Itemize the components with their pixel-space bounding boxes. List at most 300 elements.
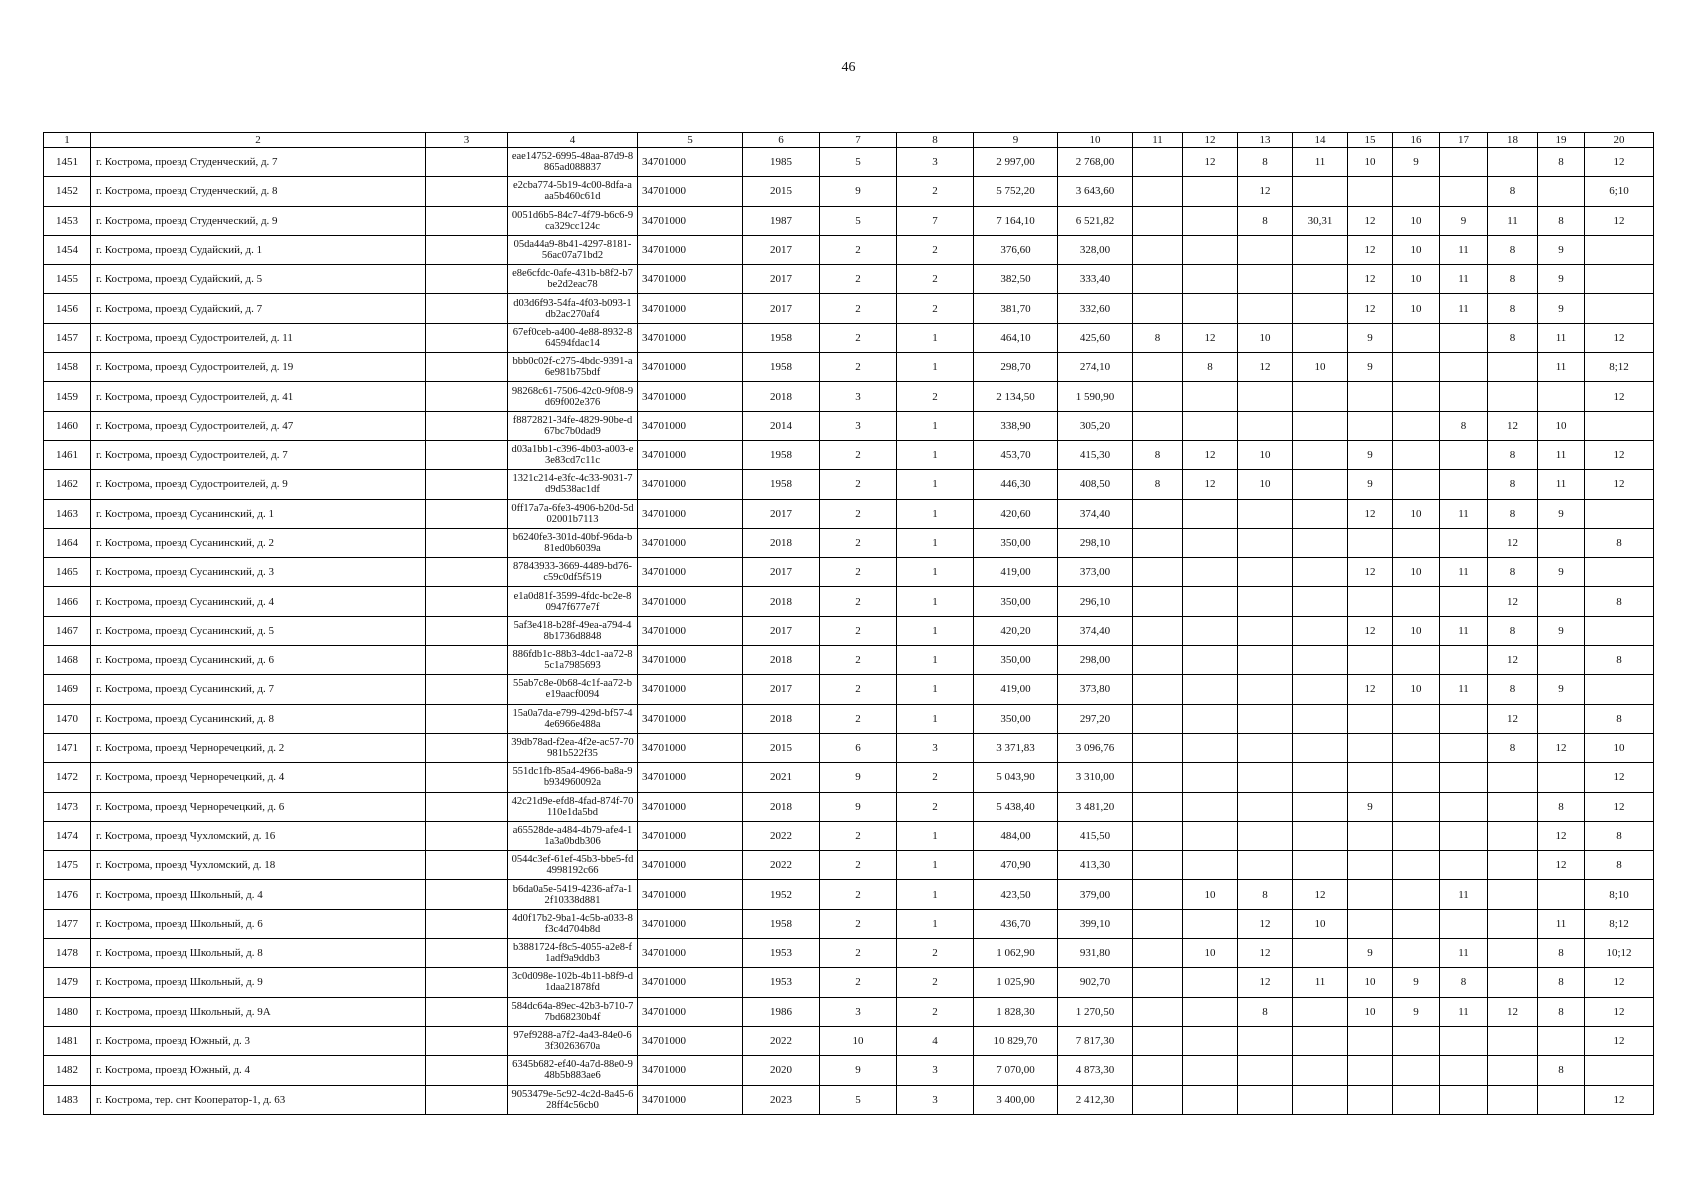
cell-row-number: 1478: [44, 939, 91, 968]
cell-col-16: [1393, 1056, 1440, 1085]
cell-col-16: 10: [1393, 675, 1440, 704]
cell-col-20: 12: [1585, 382, 1654, 411]
cell-floors: 2: [820, 528, 897, 557]
cell-col-19: 8: [1538, 997, 1585, 1026]
cell-oktmo-code: 34701000: [638, 1085, 743, 1114]
cell-col-16: 9: [1393, 968, 1440, 997]
cell-col-11: [1133, 294, 1183, 323]
cell-build-year: 1953: [743, 968, 820, 997]
cell-house-guid: 87843933-3669-4489-bd76-c59c0df5f519: [508, 558, 638, 587]
cell-col-20: 12: [1585, 1085, 1654, 1114]
cell-col-18: [1488, 880, 1538, 909]
cell-col-18: 8: [1488, 440, 1538, 469]
cell-floors: 2: [820, 499, 897, 528]
cell-living-area: 7 817,30: [1058, 1026, 1133, 1055]
cell-col-19: [1538, 763, 1585, 792]
cell-entrances: 3: [897, 1085, 974, 1114]
cell-total-area: 446,30: [974, 470, 1058, 499]
cell-oktmo-code: 34701000: [638, 1026, 743, 1055]
cell-entrances: 2: [897, 177, 974, 206]
cell-living-area: 3 096,76: [1058, 733, 1133, 762]
cell-total-area: 436,70: [974, 909, 1058, 938]
cell-build-year: 2018: [743, 382, 820, 411]
cell-col-16: [1393, 440, 1440, 469]
cell-col-16: [1393, 821, 1440, 850]
cell-floors: 10: [820, 1026, 897, 1055]
cell-col-18: 12: [1488, 528, 1538, 557]
cell-column-3: [426, 997, 508, 1026]
column-header-3: 3: [426, 133, 508, 148]
cell-col-11: [1133, 148, 1183, 177]
cell-address: г. Кострома, проезд Сусанинский, д. 6: [91, 646, 426, 675]
cell-floors: 6: [820, 733, 897, 762]
cell-col-13: 12: [1238, 939, 1293, 968]
cell-col-14: [1293, 1085, 1348, 1114]
cell-col-11: [1133, 206, 1183, 235]
cell-col-13: [1238, 851, 1293, 880]
cell-col-12: [1183, 616, 1238, 645]
cell-col-11: [1133, 997, 1183, 1026]
cell-col-17: 8: [1440, 968, 1488, 997]
cell-column-3: [426, 499, 508, 528]
cell-oktmo-code: 34701000: [638, 206, 743, 235]
cell-col-17: [1440, 382, 1488, 411]
cell-col-17: 11: [1440, 616, 1488, 645]
cell-col-17: [1440, 528, 1488, 557]
cell-col-17: [1440, 587, 1488, 616]
cell-house-guid: b6240fe3-301d-40bf-96da-b81ed0b6039a: [508, 528, 638, 557]
cell-col-14: [1293, 411, 1348, 440]
cell-house-guid: 97ef9288-a7f2-4a43-84e0-63f30263670a: [508, 1026, 638, 1055]
cell-col-12: [1183, 1026, 1238, 1055]
cell-col-11: [1133, 675, 1183, 704]
cell-col-19: [1538, 880, 1585, 909]
cell-col-15: 9: [1348, 792, 1393, 821]
cell-floors: 2: [820, 265, 897, 294]
table-row: [44, 1056, 1654, 1085]
cell-col-13: 10: [1238, 470, 1293, 499]
cell-total-area: 464,10: [974, 323, 1058, 352]
cell-col-16: 10: [1393, 235, 1440, 264]
cell-col-20: [1585, 265, 1654, 294]
table-row: [44, 1026, 1654, 1055]
column-header-4: 4: [508, 133, 638, 148]
cell-address: г. Кострома, проезд Студенческий, д. 8: [91, 177, 426, 206]
column-header-7: 7: [820, 133, 897, 148]
cell-row-number: 1468: [44, 646, 91, 675]
cell-col-15: 9: [1348, 470, 1393, 499]
cell-col-17: 11: [1440, 675, 1488, 704]
cell-col-13: 12: [1238, 177, 1293, 206]
cell-col-20: 8: [1585, 821, 1654, 850]
cell-house-guid: e2cba774-5b19-4c00-8dfa-aaa5b460c61d: [508, 177, 638, 206]
cell-col-19: 10: [1538, 411, 1585, 440]
cell-col-19: 11: [1538, 323, 1585, 352]
cell-oktmo-code: 34701000: [638, 440, 743, 469]
cell-entrances: 2: [897, 763, 974, 792]
table-row: [44, 470, 1654, 499]
cell-address: г. Кострома, проезд Сусанинский, д. 5: [91, 616, 426, 645]
cell-address: г. Кострома, проезд Судостроителей, д. 19: [91, 353, 426, 382]
cell-col-18: [1488, 382, 1538, 411]
table-header: [44, 133, 1654, 148]
cell-build-year: 2022: [743, 821, 820, 850]
cell-col-15: [1348, 1085, 1393, 1114]
cell-col-18: [1488, 763, 1538, 792]
cell-house-guid: d03a1bb1-c396-4b03-a003-e3e83cd7c11c: [508, 440, 638, 469]
cell-column-3: [426, 470, 508, 499]
cell-col-12: [1183, 851, 1238, 880]
cell-row-number: 1457: [44, 323, 91, 352]
cell-house-guid: 1321c214-e3fc-4c33-9031-7d9d538ac1df: [508, 470, 638, 499]
cell-col-15: 12: [1348, 675, 1393, 704]
cell-living-area: 305,20: [1058, 411, 1133, 440]
cell-oktmo-code: 34701000: [638, 265, 743, 294]
cell-floors: 2: [820, 675, 897, 704]
cell-build-year: 2017: [743, 294, 820, 323]
cell-oktmo-code: 34701000: [638, 792, 743, 821]
cell-floors: 2: [820, 851, 897, 880]
cell-row-number: 1454: [44, 235, 91, 264]
cell-address: г. Кострома, проезд Судостроителей, д. 9: [91, 470, 426, 499]
cell-col-18: [1488, 851, 1538, 880]
cell-col-20: 12: [1585, 792, 1654, 821]
cell-address: г. Кострома, проезд Судайский, д. 5: [91, 265, 426, 294]
cell-build-year: 2018: [743, 646, 820, 675]
cell-col-20: 8: [1585, 587, 1654, 616]
cell-col-14: [1293, 939, 1348, 968]
table-row: [44, 235, 1654, 264]
cell-col-14: 11: [1293, 148, 1348, 177]
cell-entrances: 1: [897, 646, 974, 675]
cell-col-18: [1488, 968, 1538, 997]
cell-col-15: [1348, 733, 1393, 762]
header-row: [44, 133, 1654, 148]
cell-row-number: 1470: [44, 704, 91, 733]
cell-total-area: 1 062,90: [974, 939, 1058, 968]
cell-total-area: 5 043,90: [974, 763, 1058, 792]
cell-col-16: 9: [1393, 997, 1440, 1026]
cell-house-guid: e1a0d81f-3599-4fdc-bc2e-80947f677e7f: [508, 587, 638, 616]
cell-entrances: 3: [897, 1056, 974, 1085]
cell-house-guid: 0ff17a7a-6fe3-4906-b20d-5d02001b7113: [508, 499, 638, 528]
cell-col-14: 30,31: [1293, 206, 1348, 235]
column-header-20: 20: [1585, 133, 1654, 148]
cell-floors: 2: [820, 440, 897, 469]
table-row: [44, 411, 1654, 440]
cell-living-area: 415,30: [1058, 440, 1133, 469]
cell-total-area: 1 828,30: [974, 997, 1058, 1026]
cell-floors: 2: [820, 587, 897, 616]
cell-address: г. Кострома, проезд Сусанинский, д. 8: [91, 704, 426, 733]
cell-total-area: 376,60: [974, 235, 1058, 264]
cell-col-11: [1133, 880, 1183, 909]
cell-col-15: [1348, 763, 1393, 792]
cell-floors: 2: [820, 646, 897, 675]
cell-col-13: 10: [1238, 323, 1293, 352]
page-number: 46: [841, 60, 856, 75]
cell-column-3: [426, 1085, 508, 1114]
cell-address: г. Кострома, проезд Студенческий, д. 9: [91, 206, 426, 235]
cell-oktmo-code: 34701000: [638, 675, 743, 704]
cell-col-12: [1183, 675, 1238, 704]
cell-column-3: [426, 177, 508, 206]
cell-column-3: [426, 440, 508, 469]
cell-total-area: 5 752,20: [974, 177, 1058, 206]
cell-col-14: [1293, 1026, 1348, 1055]
cell-total-area: 420,60: [974, 499, 1058, 528]
cell-col-16: [1393, 792, 1440, 821]
cell-col-15: 12: [1348, 235, 1393, 264]
table-row: [44, 558, 1654, 587]
cell-col-12: [1183, 294, 1238, 323]
cell-col-14: [1293, 616, 1348, 645]
cell-floors: 2: [820, 353, 897, 382]
cell-address: г. Кострома, проезд Сусанинский, д. 4: [91, 587, 426, 616]
cell-address: г. Кострома, проезд Школьный, д. 6: [91, 909, 426, 938]
cell-entrances: 1: [897, 528, 974, 557]
cell-total-area: 7 070,00: [974, 1056, 1058, 1085]
cell-col-11: 8: [1133, 470, 1183, 499]
cell-col-11: [1133, 821, 1183, 850]
cell-oktmo-code: 34701000: [638, 235, 743, 264]
cell-oktmo-code: 34701000: [638, 587, 743, 616]
cell-col-12: [1183, 909, 1238, 938]
cell-living-area: 2 768,00: [1058, 148, 1133, 177]
cell-entrances: 1: [897, 704, 974, 733]
cell-col-14: [1293, 675, 1348, 704]
table-row: [44, 880, 1654, 909]
cell-col-11: [1133, 265, 1183, 294]
cell-col-18: [1488, 939, 1538, 968]
cell-col-15: [1348, 587, 1393, 616]
cell-col-13: [1238, 616, 1293, 645]
cell-col-13: [1238, 675, 1293, 704]
cell-floors: 5: [820, 1085, 897, 1114]
cell-col-14: [1293, 792, 1348, 821]
cell-build-year: 2015: [743, 177, 820, 206]
cell-col-18: 12: [1488, 411, 1538, 440]
table-row: [44, 851, 1654, 880]
cell-col-16: 10: [1393, 294, 1440, 323]
cell-col-20: 8: [1585, 528, 1654, 557]
cell-col-15: [1348, 851, 1393, 880]
cell-entrances: 2: [897, 939, 974, 968]
cell-floors: 2: [820, 235, 897, 264]
cell-column-3: [426, 558, 508, 587]
cell-house-guid: 584dc64a-89ec-42b3-b710-77bd68230b4f: [508, 997, 638, 1026]
table-row: [44, 792, 1654, 821]
cell-address: г. Кострома, проезд Школьный, д. 9А: [91, 997, 426, 1026]
cell-col-12: [1183, 382, 1238, 411]
cell-col-20: 12: [1585, 440, 1654, 469]
cell-col-14: [1293, 265, 1348, 294]
cell-floors: 2: [820, 558, 897, 587]
cell-col-11: [1133, 587, 1183, 616]
cell-row-number: 1465: [44, 558, 91, 587]
cell-col-12: [1183, 792, 1238, 821]
cell-col-14: [1293, 997, 1348, 1026]
cell-col-15: [1348, 704, 1393, 733]
cell-col-20: 12: [1585, 323, 1654, 352]
cell-floors: 2: [820, 909, 897, 938]
cell-floors: 2: [820, 616, 897, 645]
cell-col-17: [1440, 323, 1488, 352]
cell-col-16: [1393, 353, 1440, 382]
cell-total-area: 484,00: [974, 821, 1058, 850]
cell-build-year: 2017: [743, 499, 820, 528]
cell-row-number: 1474: [44, 821, 91, 850]
cell-col-15: [1348, 909, 1393, 938]
cell-row-number: 1476: [44, 880, 91, 909]
table-row: [44, 909, 1654, 938]
cell-living-area: 3 310,00: [1058, 763, 1133, 792]
cell-oktmo-code: 34701000: [638, 1056, 743, 1085]
cell-col-16: 10: [1393, 206, 1440, 235]
cell-total-area: 350,00: [974, 528, 1058, 557]
cell-floors: 9: [820, 1056, 897, 1085]
column-header-17: 17: [1440, 133, 1488, 148]
cell-col-15: 10: [1348, 148, 1393, 177]
cell-col-13: 12: [1238, 353, 1293, 382]
cell-living-area: 333,40: [1058, 265, 1133, 294]
cell-col-20: 12: [1585, 997, 1654, 1026]
cell-col-11: [1133, 909, 1183, 938]
cell-house-guid: 551dc1fb-85a4-4966-ba8a-9b934960092a: [508, 763, 638, 792]
cell-col-15: [1348, 821, 1393, 850]
cell-col-11: [1133, 1085, 1183, 1114]
cell-build-year: 1987: [743, 206, 820, 235]
cell-oktmo-code: 34701000: [638, 997, 743, 1026]
cell-col-18: 8: [1488, 177, 1538, 206]
cell-floors: 9: [820, 177, 897, 206]
cell-address: г. Кострома, тер. снт Кооператор-1, д. 63: [91, 1085, 426, 1114]
cell-col-19: [1538, 587, 1585, 616]
cell-col-17: [1440, 851, 1488, 880]
cell-total-area: 350,00: [974, 646, 1058, 675]
cell-entrances: 2: [897, 997, 974, 1026]
cell-col-14: [1293, 646, 1348, 675]
cell-col-12: [1183, 821, 1238, 850]
cell-col-15: [1348, 411, 1393, 440]
cell-col-19: 8: [1538, 148, 1585, 177]
cell-col-13: [1238, 235, 1293, 264]
cell-col-12: 10: [1183, 880, 1238, 909]
cell-house-guid: b3881724-f8c5-4055-a2e8-f1adf9a9ddb3: [508, 939, 638, 968]
cell-col-12: [1183, 1085, 1238, 1114]
cell-row-number: 1481: [44, 1026, 91, 1055]
cell-col-18: [1488, 148, 1538, 177]
cell-col-17: 11: [1440, 880, 1488, 909]
cell-oktmo-code: 34701000: [638, 323, 743, 352]
cell-col-18: 12: [1488, 704, 1538, 733]
cell-col-16: [1393, 763, 1440, 792]
cell-address: г. Кострома, проезд Школьный, д. 8: [91, 939, 426, 968]
cell-col-20: [1585, 1056, 1654, 1085]
column-header-14: 14: [1293, 133, 1348, 148]
cell-build-year: 1985: [743, 148, 820, 177]
cell-col-17: [1440, 353, 1488, 382]
table-row: [44, 499, 1654, 528]
cell-build-year: 2018: [743, 587, 820, 616]
cell-living-area: 374,40: [1058, 616, 1133, 645]
cell-col-20: [1585, 411, 1654, 440]
cell-column-3: [426, 646, 508, 675]
cell-oktmo-code: 34701000: [638, 939, 743, 968]
cell-col-17: 11: [1440, 997, 1488, 1026]
cell-col-17: 11: [1440, 558, 1488, 587]
cell-floors: 2: [820, 323, 897, 352]
cell-total-area: 3 400,00: [974, 1085, 1058, 1114]
cell-living-area: 415,50: [1058, 821, 1133, 850]
cell-col-14: [1293, 440, 1348, 469]
cell-house-guid: 98268c61-7506-42c0-9f08-9d69f002e376: [508, 382, 638, 411]
cell-build-year: 2022: [743, 851, 820, 880]
cell-living-area: 373,00: [1058, 558, 1133, 587]
table-row: [44, 1085, 1654, 1114]
cell-column-3: [426, 939, 508, 968]
cell-floors: 9: [820, 792, 897, 821]
cell-build-year: 2017: [743, 616, 820, 645]
cell-oktmo-code: 34701000: [638, 763, 743, 792]
cell-address: г. Кострома, проезд Черноречецкий, д. 4: [91, 763, 426, 792]
cell-living-area: 1 590,90: [1058, 382, 1133, 411]
cell-column-3: [426, 763, 508, 792]
cell-col-13: 10: [1238, 440, 1293, 469]
cell-address: г. Кострома, проезд Судайский, д. 1: [91, 235, 426, 264]
cell-col-17: [1440, 733, 1488, 762]
cell-col-19: [1538, 704, 1585, 733]
table-row: [44, 616, 1654, 645]
cell-address: г. Кострома, проезд Черноречецкий, д. 6: [91, 792, 426, 821]
cell-col-12: [1183, 733, 1238, 762]
cell-build-year: 2022: [743, 1026, 820, 1055]
cell-col-16: [1393, 1026, 1440, 1055]
cell-living-area: 2 412,30: [1058, 1085, 1133, 1114]
cell-living-area: 413,30: [1058, 851, 1133, 880]
cell-col-17: [1440, 909, 1488, 938]
cell-col-19: [1538, 1085, 1585, 1114]
table-row: [44, 675, 1654, 704]
cell-build-year: 1958: [743, 323, 820, 352]
cell-col-13: [1238, 382, 1293, 411]
cell-floors: 5: [820, 148, 897, 177]
cell-build-year: 2017: [743, 265, 820, 294]
cell-row-number: 1456: [44, 294, 91, 323]
cell-build-year: 2021: [743, 763, 820, 792]
table-row: [44, 382, 1654, 411]
cell-col-20: 12: [1585, 968, 1654, 997]
cell-entrances: 1: [897, 821, 974, 850]
cell-living-area: 374,40: [1058, 499, 1133, 528]
cell-col-17: [1440, 470, 1488, 499]
cell-col-20: [1585, 499, 1654, 528]
cell-column-3: [426, 206, 508, 235]
cell-total-area: 453,70: [974, 440, 1058, 469]
cell-col-15: [1348, 1026, 1393, 1055]
cell-total-area: 298,70: [974, 353, 1058, 382]
cell-col-12: 12: [1183, 323, 1238, 352]
cell-address: г. Кострома, проезд Судостроителей, д. 47: [91, 411, 426, 440]
cell-col-13: [1238, 763, 1293, 792]
cell-col-20: 8: [1585, 851, 1654, 880]
cell-floors: 3: [820, 997, 897, 1026]
cell-col-16: [1393, 1085, 1440, 1114]
cell-col-20: 8: [1585, 646, 1654, 675]
cell-col-17: [1440, 177, 1488, 206]
cell-col-12: 8: [1183, 353, 1238, 382]
cell-living-area: 399,10: [1058, 909, 1133, 938]
